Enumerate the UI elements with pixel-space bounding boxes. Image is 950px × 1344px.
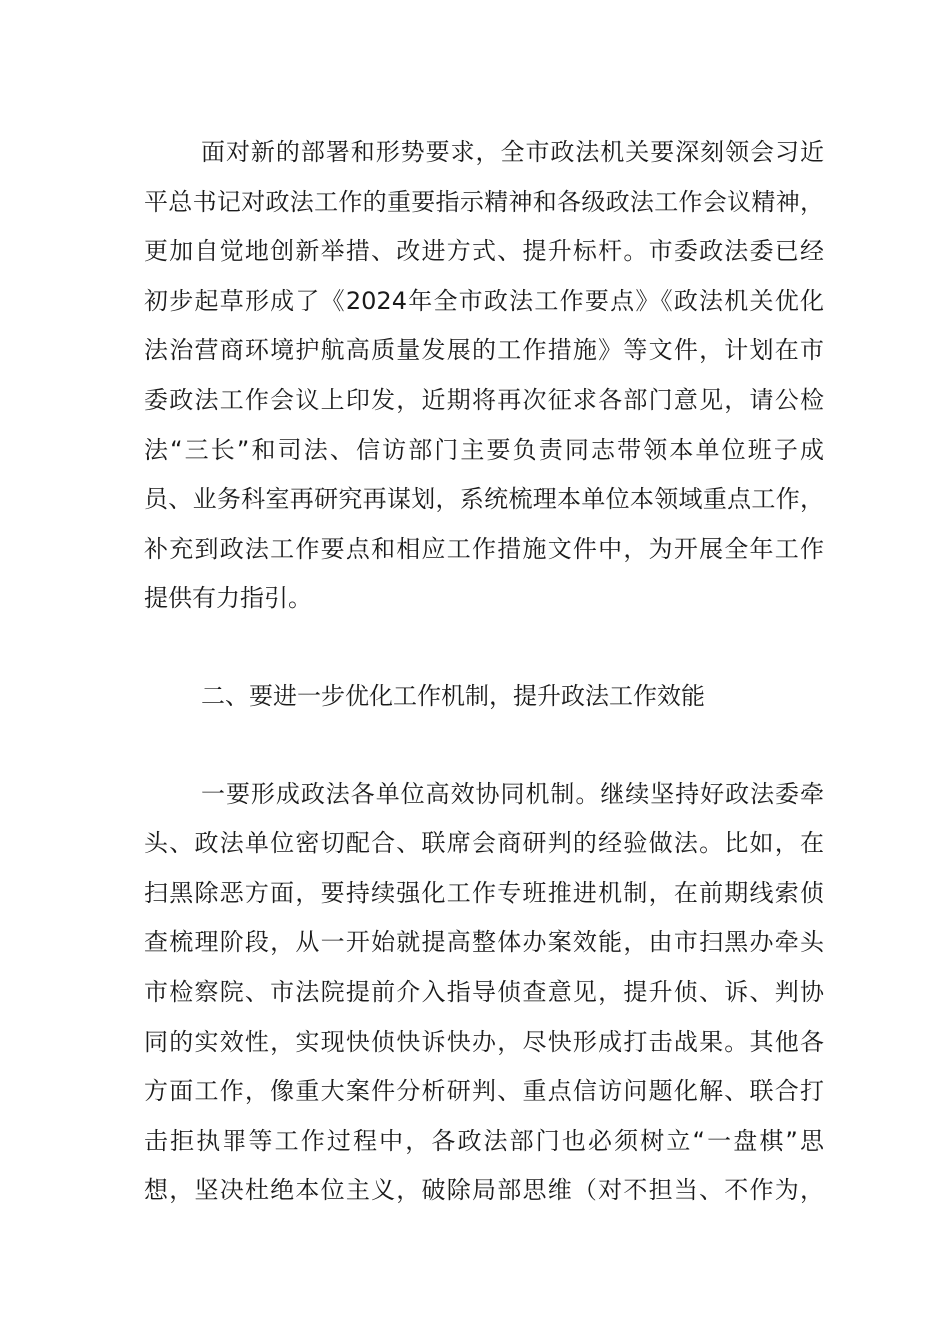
paragraph-line: 更加自觉地创新举措、改进方式、提升标杆。市委政法委已经 xyxy=(144,237,824,266)
paragraph-line: 补充到政法工作要点和相应工作措施文件中，为开展全年工作 xyxy=(144,534,824,563)
paragraph-line: 初步起草形成了《2024年全市政法工作要点》《政法机关优化 xyxy=(144,286,824,315)
section-heading: 二、要进一步优化工作机制，提升政法工作效能 xyxy=(201,681,705,710)
paragraph-line: 扫黑除恶方面，要持续强化工作专班推进机制，在前期线索侦 xyxy=(144,878,824,907)
paragraph-spacer xyxy=(144,624,824,672)
document-body xyxy=(144,128,824,1216)
paragraph-line: 委政法工作会议上印发，近期将再次征求各部门意见，请公检 xyxy=(144,385,824,414)
paragraph-line: 提供有力指引。 xyxy=(144,584,312,613)
paragraph-line: 方面工作，像重大案件分析研判、重点信访问题化解、联合打 xyxy=(144,1077,824,1106)
paragraph-deployment-requirements xyxy=(144,128,824,624)
paragraph-spacer xyxy=(144,722,824,770)
paragraph-line: 想，坚决杜绝本位主义，破除局部思维（对不担当、不作为， xyxy=(144,1176,824,1205)
paragraph-coordination-mechanism xyxy=(144,770,824,1216)
paragraph-line: 头、政法单位密切配合、联席会商研判的经验做法。比如，在 xyxy=(144,829,824,858)
paragraph-line: 查梳理阶段，从一开始就提高整体办案效能，由市扫黑办牵头 xyxy=(144,928,824,957)
paragraph-line: 平总书记对政法工作的重要指示精神和各级政法工作会议精神， xyxy=(144,187,824,216)
paragraph-line: 市检察院、市法院提前介入指导侦查意见，提升侦、诉、判协 xyxy=(144,977,824,1006)
paragraph-line: 击拒执罪等工作过程中，各政法部门也必须树立“一盘棋”思 xyxy=(144,1126,824,1155)
paragraph-line: 同的实效性，实现快侦快诉快办，尽快形成打击战果。其他各 xyxy=(144,1027,824,1056)
paragraph-line: 法治营商环境护航高质量发展的工作措施》等文件，计划在市 xyxy=(144,336,824,365)
paragraph-line: 法“三长”和司法、信访部门主要负责同志带领本单位班子成 xyxy=(144,435,824,464)
paragraph-line: 一要形成政法各单位高效协同机制。继续坚持好政法委牵 xyxy=(201,779,824,808)
paragraph-line: 面对新的部署和形势要求，全市政法机关要深刻领会习近 xyxy=(201,138,824,166)
paragraph-line: 员、业务科室再研究再谋划，系统梳理本单位本领域重点工作， xyxy=(144,485,824,514)
